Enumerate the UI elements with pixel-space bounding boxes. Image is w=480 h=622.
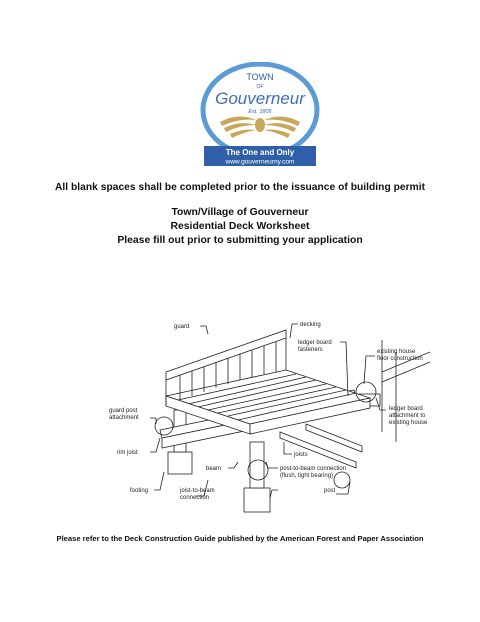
label-post-beam-2: (flush, tight bearing) bbox=[280, 473, 334, 479]
label-joist-beam-1: joist-to-beam bbox=[180, 488, 215, 494]
reference-note: Please refer to the Deck Construction Guide published by the American Forest and Paper Association bbox=[56, 534, 424, 543]
logo-url-text: www.gouverneurny.com bbox=[225, 158, 295, 166]
logo-of-text: OF bbox=[256, 84, 264, 90]
deck-diagram bbox=[100, 312, 460, 524]
label-ledger-attach-2: attachment to bbox=[389, 413, 426, 419]
logo-est-text: Est. 1805 bbox=[248, 109, 272, 115]
label-post-beam-1: post-to-beam connection bbox=[280, 466, 347, 472]
logo-name-text: Gouverneur bbox=[215, 89, 305, 108]
title-instructions: Please fill out prior to submitting your application bbox=[117, 235, 363, 247]
title-worksheet: Residential Deck Worksheet bbox=[170, 221, 310, 233]
label-decking: decking bbox=[300, 322, 321, 328]
logo-banner-text: The One and Only bbox=[225, 148, 295, 157]
label-beam: beam bbox=[206, 466, 222, 472]
title-municipality: Town/Village of Gouverneur bbox=[171, 207, 309, 218]
label-rim-joist: rim joist bbox=[117, 450, 138, 456]
label-ledger-attach-1: ledger board bbox=[389, 406, 423, 412]
label-post: post bbox=[324, 488, 336, 494]
label-guard-post-1: guard post bbox=[109, 408, 138, 414]
label-existing-house-1: existing house bbox=[377, 349, 416, 355]
worksheet-titles bbox=[0, 206, 480, 249]
label-joists: joists bbox=[294, 452, 308, 458]
label-joist-beam-2: connection bbox=[180, 495, 210, 501]
label-footing: footing bbox=[130, 488, 149, 494]
label-guard-post-2: attachment bbox=[109, 415, 139, 421]
town-seal-graphic bbox=[198, 62, 323, 170]
permit-notice: All blank spaces shall be completed prior to the issuance of building permit bbox=[54, 182, 426, 193]
label-guard: guard bbox=[174, 324, 190, 330]
label-existing-house-2: floor construction bbox=[377, 356, 423, 362]
town-logo bbox=[198, 62, 323, 170]
label-ledger-attach-3: existing house bbox=[389, 420, 428, 426]
logo-town-text: TOWN bbox=[246, 72, 274, 82]
deck-illustration bbox=[100, 312, 460, 524]
label-ledger-fasteners-1: ledger board bbox=[298, 340, 332, 346]
label-ledger-fasteners-2: fasteners bbox=[298, 347, 323, 353]
